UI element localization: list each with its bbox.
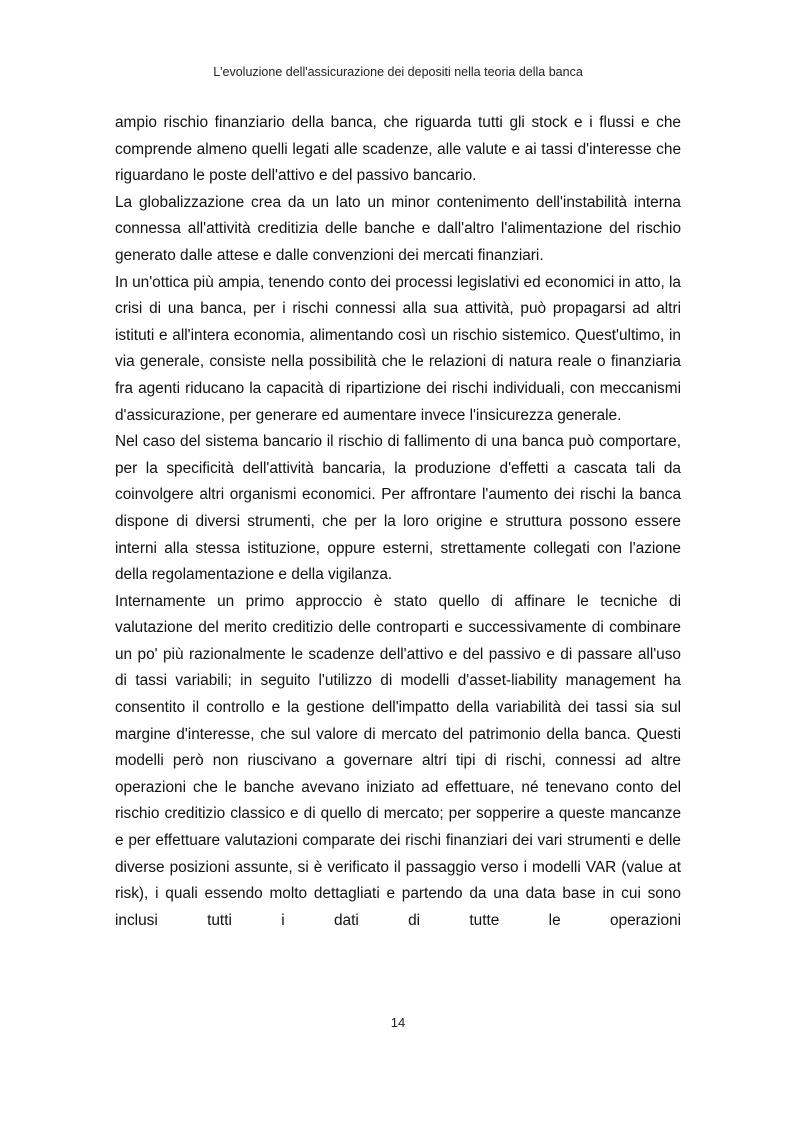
paragraph: In un'ottica più ampia, tenendo conto dei processi legislativi ed economici in atto, la crisi di una banca, per i rischi connessi alla sua attività, può propagarsi ad altri istituti e all'intera economia, alimentando così un rischio sistemico. Quest'ultimo, in via generale, consiste nella possibilità che le relazioni di natura reale o finanziaria fra agenti riducano la capacità di ripartizione dei rischi individuali, con meccanismi d'assicurazione, per generare ed aumentare invece l'insicurezza generale. [115,273,681,424]
paragraph: ampio rischio finanziario della banca, che riguarda tutti gli stock e i flussi e che comprende almeno quelli legati alle scadenze, alle valute e ai tassi d'interesse che riguardano le poste dell'attivo e del passivo bancario. [115,114,681,185]
paragraph: Nel caso del sistema bancario il rischio di fallimento di una banca può comportare, per la specificità dell'attività bancaria, la produzione d'effetti a cascata tali da coinvolgere altri organismi economici. Per affrontare l'aumento dei rischi la banca dispone di diversi strumenti, che per la loro origine e struttura possono essere interni alla stessa istituzione, oppure esterni, strettamente collegati con l'azione della regolamentazione e della vigilanza. [115,433,681,584]
paragraph: La globalizzazione crea da un lato un minor contenimento dell'instabilità interna connessa all'attività creditizia delle banche e dall'altro l'alimentazione del rischio generato dalle attese e dalle convenzioni dei mercati finanziari. [115,193,681,264]
paragraph: Internamente un primo approccio è stato quello di affinare le tecniche di valutazione del merito creditizio delle controparti e successivamente di combinare un po' più razionalmente le scadenze dell'attivo e del passivo e di passare all'uso di tassi variabili; in seguito l'utilizzo di modelli d'asset-liability management ha consentito il controllo e la gestione dell'impatto della variabilità dei tassi sia sul margine d'interesse, che sul valore di mercato del patrimonio della banca. Questi modelli però non riuscivano a governare altri tipi di rischi, connessi ad altre operazioni che le banche avevano iniziato ad effettuare, né tenevano conto del rischio creditizio classico e di quello di mercato; per sopperire a queste mancanze e per effettuare valutazioni comparate dei rischi finanziari dei vari strumenti e delle diverse posizioni assunte, si è verificato il passaggio verso i modelli VAR (value at risk), i quali essendo molto dettagliati e partendo da una data base in cui sono inclusi tutti i dati di tutte le operazioni [115,592,681,929]
body-text [115,110,681,934]
running-header: L'evoluzione dell'assicurazione dei depositi nella teoria della banca [213,65,583,79]
page-number: 14 [390,1015,406,1030]
